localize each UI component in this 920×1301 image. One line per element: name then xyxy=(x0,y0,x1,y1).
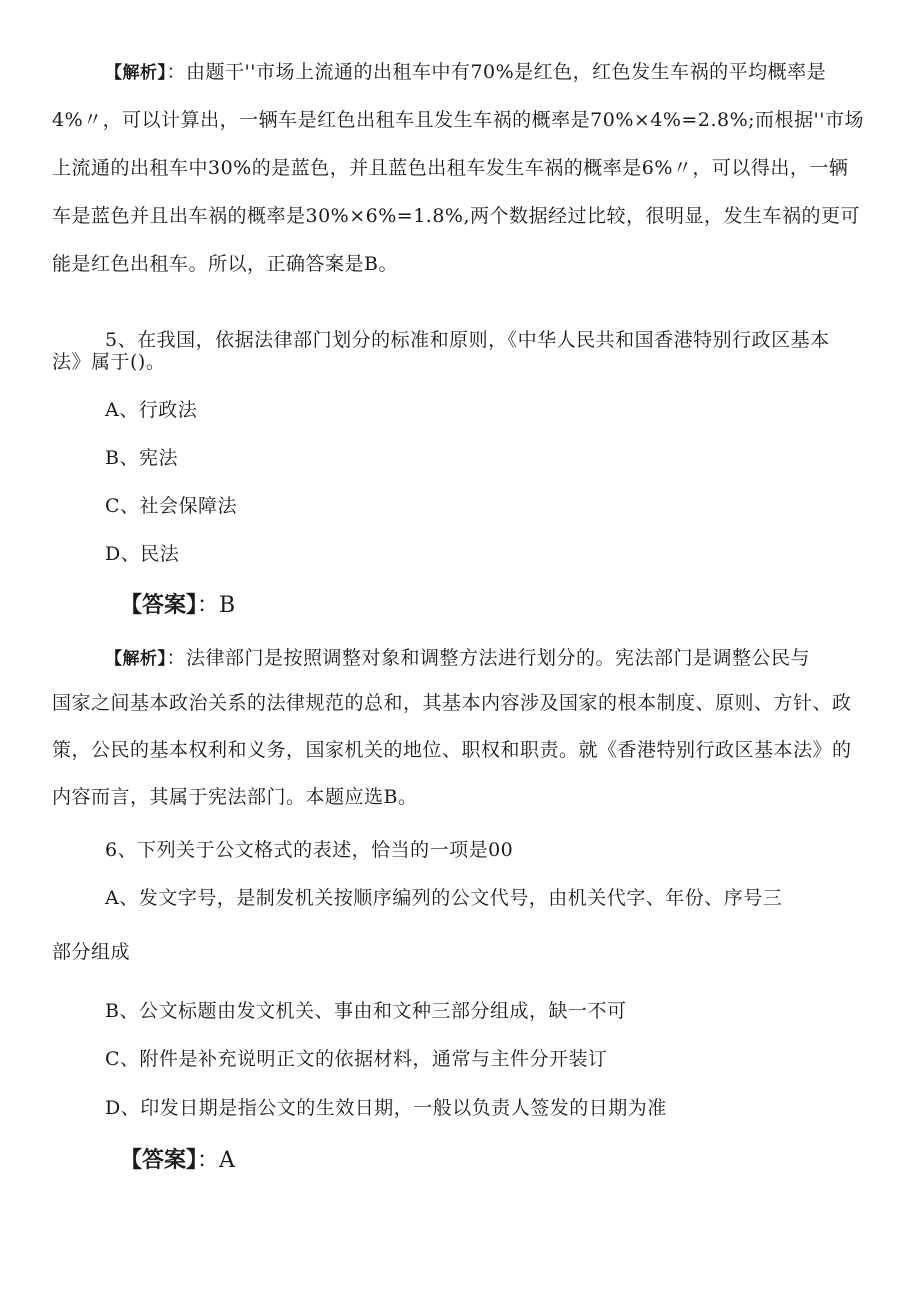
q5-stem-line-2: 法》属于()。 xyxy=(52,351,166,373)
q5-analysis-text-1: ：法律部门是按照调整对象和调整方法进行划分的。宪法部门是调整公民与 xyxy=(166,647,811,669)
q5-option-d: D、民法 xyxy=(105,543,180,565)
q6-stem: 6、下列关于公文格式的表述，恰当的一项是00 xyxy=(105,839,514,861)
q4-analysis-label: 【解析】 xyxy=(105,63,167,83)
q5-analysis-label: 【解析】 xyxy=(105,649,167,669)
q6-answer xyxy=(120,1147,235,1175)
q5-answer xyxy=(120,592,235,620)
q6-option-d: D、印发日期是指公文的生效日期，一般以负责人签发的日期为准 xyxy=(105,1097,667,1119)
q6-option-a-line-2: 部分组成 xyxy=(52,941,131,963)
q4-analysis-line-5: 能是红色出租车。所以，正确答案是B。 xyxy=(52,253,398,275)
q4-analysis-line-3: 上流通的出租车中30%的是蓝色，并且蓝色出租车发生车祸的概率是6%〃，可以得出，一辆 xyxy=(52,157,849,179)
q6-option-c: C、附件是补充说明正文的依据材料，通常与主件分开装订 xyxy=(105,1048,608,1070)
q6-answer-label: 【答案】 xyxy=(120,1148,198,1173)
q5-analysis-line-1 xyxy=(105,646,810,671)
q4-analysis-line-4: 车是蓝色并且出车祸的概率是30%×6%=1.8%,两个数据经过比较，很明显，发生车祸的更可 xyxy=(52,205,861,227)
q6-answer-value: ：A xyxy=(197,1148,235,1173)
q6-option-a-line-1: A、发文字号，是制发机关按顺序编列的公文代号，由机关代字、年份、序号三 xyxy=(105,887,783,909)
q5-analysis-line-2: 国家之间基本政治关系的法律规范的总和，其基本内容涉及国家的根本制度、原则、方针、政 xyxy=(52,692,852,714)
q4-analysis-line-2: 4%〃，可以计算出，一辆车是红色出租车且发生车祸的概率是70%×4%=2.8%;而根据''市场 xyxy=(52,109,864,131)
q5-stem-line-1: 5、在我国，依据法律部门划分的标准和原则，《中华人民共和国香港特别行政区基本 xyxy=(105,329,830,351)
q6-option-b: B、公文标题由发文机关、事由和文种三部分组成，缺一不可 xyxy=(105,1000,627,1022)
q5-answer-value: ：B xyxy=(197,593,236,618)
q4-analysis-text-1: ：由题干''市场上流通的出租车中有70%是红色，红色发生车祸的平均概率是 xyxy=(166,61,827,83)
q5-option-a: A、行政法 xyxy=(105,399,198,421)
q5-option-b: B、宪法 xyxy=(105,447,178,469)
q5-analysis-line-4: 内容而言，其属于宪法部门。本题应选B。 xyxy=(52,786,418,808)
q5-analysis-line-3: 策，公民的基本权利和义务，国家机关的地位、职权和职责。就《香港特别行政区基本法》的 xyxy=(52,739,852,761)
q4-analysis-line-1 xyxy=(105,60,826,85)
q5-answer-label: 【答案】 xyxy=(120,593,198,618)
q5-option-c: C、社会保障法 xyxy=(105,495,238,517)
